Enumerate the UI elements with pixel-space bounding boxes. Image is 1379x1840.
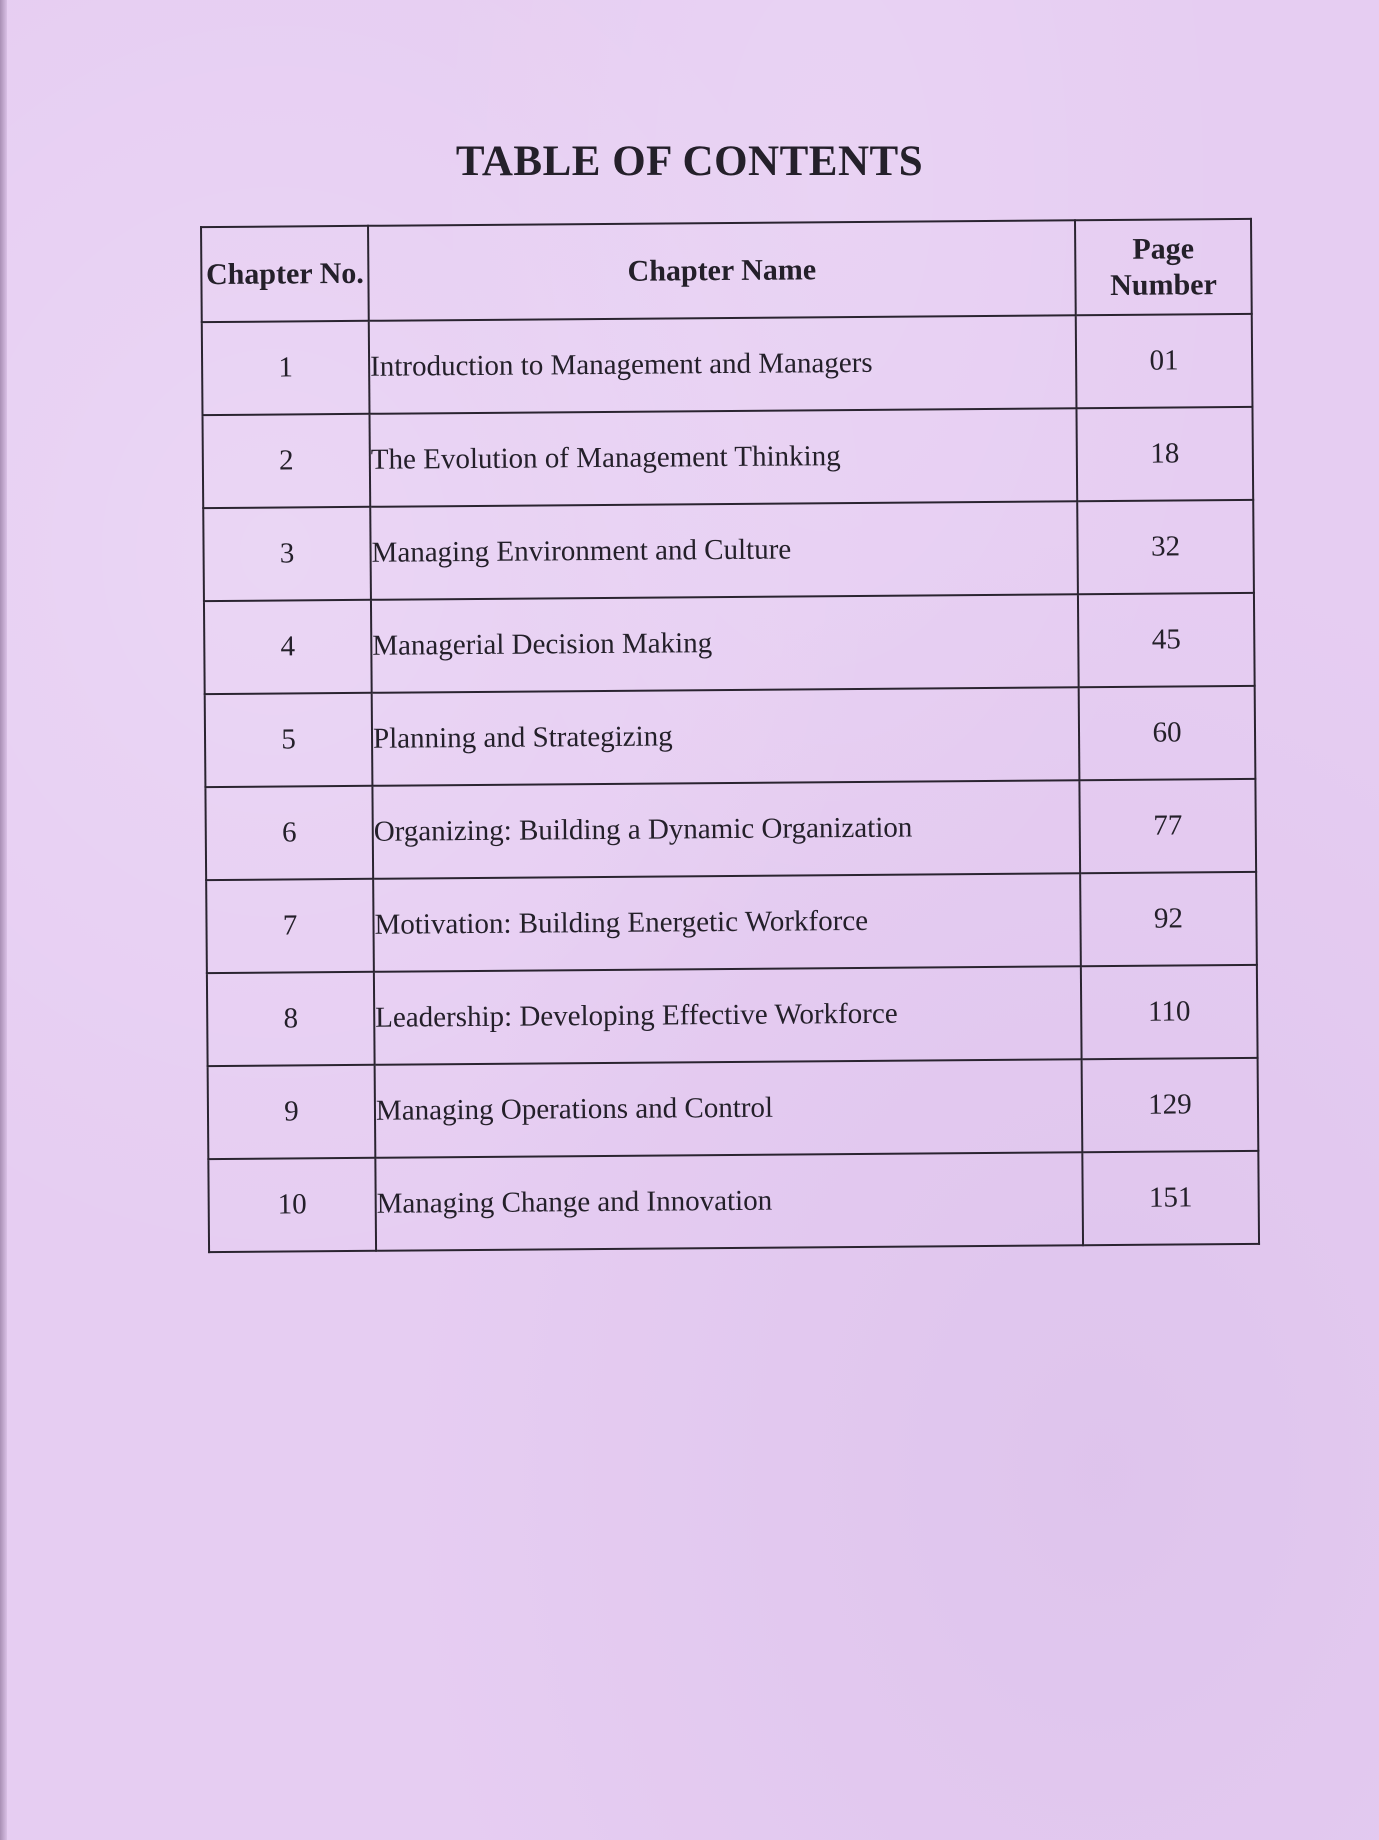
table-row [208, 1058, 1259, 1159]
table-row [203, 500, 1254, 601]
page-number: 129 [1082, 1058, 1259, 1152]
page-number: 110 [1081, 965, 1258, 1059]
chapter-number: 5 [205, 693, 373, 787]
chapter-number: 9 [208, 1065, 376, 1159]
table-row [204, 593, 1255, 694]
chapter-name: The Evolution of Management Thinking [369, 408, 1077, 507]
chapter-name: Managing Change and Innovation [375, 1152, 1083, 1251]
table-row [203, 407, 1254, 508]
page-number: 60 [1079, 686, 1256, 780]
chapter-name: Planning and Strategizing [372, 687, 1080, 786]
table-row [202, 314, 1253, 415]
chapter-name: Managing Operations and Control [375, 1059, 1083, 1158]
header-page-number: Page Number [1075, 219, 1252, 315]
chapter-name: Managing Environment and Culture [370, 501, 1078, 600]
page-number: 01 [1076, 314, 1253, 408]
toc-table [200, 218, 1260, 1253]
chapter-number: 10 [208, 1158, 376, 1252]
table-row [206, 872, 1257, 973]
chapter-name: Introduction to Management and Managers [369, 315, 1077, 414]
chapter-name: Organizing: Building a Dynamic Organization [372, 780, 1080, 879]
page-title: TABLE OF CONTENTS [455, 137, 924, 185]
chapter-number: 4 [204, 600, 372, 694]
chapter-number: 2 [203, 414, 371, 508]
header-row [201, 219, 1252, 322]
chapter-name: Leadership: Developing Effective Workforce [374, 966, 1082, 1065]
header-chapter-no: Chapter No. [201, 226, 369, 322]
chapter-name: Managerial Decision Making [371, 594, 1079, 693]
header-chapter-name: Chapter Name [368, 220, 1076, 321]
page-number: 151 [1082, 1151, 1259, 1245]
table-row [205, 686, 1256, 787]
table-row [205, 779, 1256, 880]
table-row [207, 965, 1258, 1066]
page-number: 32 [1077, 500, 1254, 594]
page-number: 45 [1078, 593, 1255, 687]
chapter-number: 1 [202, 321, 370, 415]
toc-table-wrapper [200, 218, 1258, 1253]
chapter-number: 8 [207, 972, 375, 1066]
chapter-name: Motivation: Building Energetic Workforce [373, 873, 1081, 972]
page-number: 92 [1080, 872, 1257, 966]
chapter-number: 6 [205, 786, 373, 880]
table-row [208, 1151, 1259, 1252]
page-edge-shadow [0, 0, 7, 1840]
page-number: 18 [1076, 407, 1253, 501]
chapter-number: 3 [203, 507, 371, 601]
chapter-number: 7 [206, 879, 374, 973]
page-number: 77 [1079, 779, 1256, 873]
